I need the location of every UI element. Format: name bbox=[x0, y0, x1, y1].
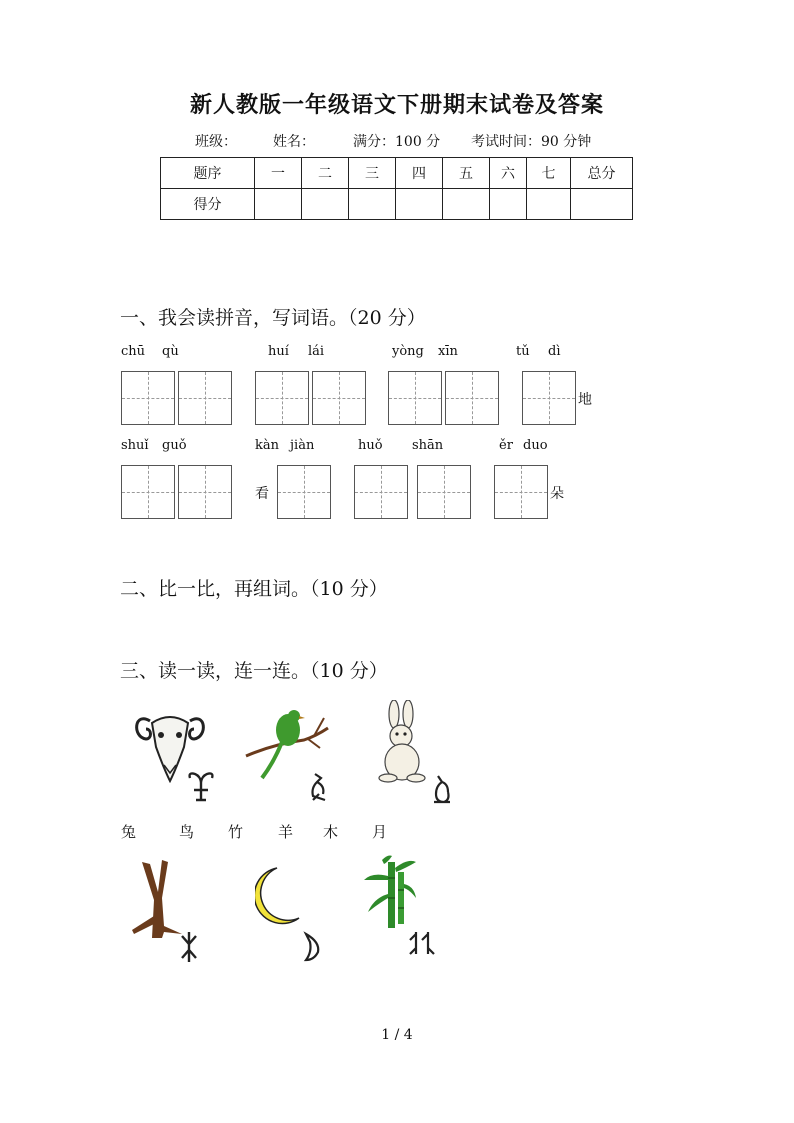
oracle-sheep-glyph bbox=[186, 770, 216, 804]
writing-grid-box[interactable] bbox=[494, 465, 548, 519]
score-input-cell[interactable] bbox=[396, 189, 443, 220]
given-character: 看 bbox=[255, 486, 269, 502]
writing-grid-box[interactable] bbox=[522, 371, 576, 425]
pinyin-label: guǒ bbox=[162, 438, 187, 453]
writing-grid-box[interactable] bbox=[121, 465, 175, 519]
score-input-cell[interactable] bbox=[571, 189, 633, 220]
moon-icon bbox=[255, 866, 303, 926]
score-table-header-row bbox=[161, 158, 633, 189]
tree-icon bbox=[128, 856, 184, 940]
page-number: 1 / 4 bbox=[381, 1027, 413, 1043]
name-label: 姓名： bbox=[273, 134, 315, 150]
word-label: 月 bbox=[372, 823, 388, 841]
table-cell: 二 bbox=[302, 158, 349, 189]
pinyin-label: yòng bbox=[392, 344, 424, 359]
word-label: 羊 bbox=[278, 823, 294, 841]
pinyin-label: kàn bbox=[255, 438, 280, 453]
table-cell: 总分 bbox=[571, 158, 633, 189]
word-label: 竹 bbox=[228, 823, 244, 841]
word-label: 木 bbox=[323, 823, 339, 841]
writing-grid-box[interactable] bbox=[354, 465, 408, 519]
score-input-cell[interactable] bbox=[349, 189, 396, 220]
table-cell: 六 bbox=[490, 158, 527, 189]
section3-heading: 三、读一读，连一连。（10 分） bbox=[120, 660, 388, 682]
table-cell: 五 bbox=[443, 158, 490, 189]
given-character: 地 bbox=[578, 392, 592, 408]
oracle-tree-glyph bbox=[178, 930, 200, 964]
pinyin-label: dì bbox=[548, 344, 561, 359]
writing-grid-box[interactable] bbox=[277, 465, 331, 519]
writing-grid-box[interactable] bbox=[312, 371, 366, 425]
score-input-cell[interactable] bbox=[490, 189, 527, 220]
writing-grid-box[interactable] bbox=[178, 465, 232, 519]
class-label: 班级： bbox=[195, 134, 237, 150]
bamboo-icon bbox=[362, 854, 418, 930]
pinyin-label: chū bbox=[121, 344, 146, 359]
pinyin-label: jiàn bbox=[290, 438, 315, 453]
oracle-bamboo-glyph bbox=[408, 928, 438, 958]
oracle-rabbit-glyph bbox=[430, 772, 454, 806]
score-input-cell[interactable] bbox=[443, 189, 490, 220]
score-input-cell[interactable] bbox=[255, 189, 302, 220]
writing-grid-box[interactable] bbox=[255, 371, 309, 425]
rabbit-icon bbox=[372, 700, 432, 786]
oracle-moon-glyph bbox=[300, 930, 322, 964]
pinyin-label: duo bbox=[523, 438, 548, 453]
table-cell: 一 bbox=[255, 158, 302, 189]
full-score-label: 满分：100 分 bbox=[353, 134, 441, 150]
score-input-cell[interactable] bbox=[302, 189, 349, 220]
word-label: 鸟 bbox=[179, 823, 195, 841]
pinyin-label: ěr bbox=[499, 438, 513, 453]
pinyin-label: huǒ bbox=[358, 438, 383, 453]
exam-time-label: 考试时间：90 分钟 bbox=[471, 134, 592, 150]
writing-grid-box[interactable] bbox=[121, 371, 175, 425]
pinyin-label: xīn bbox=[438, 344, 458, 359]
page-title: 新人教版一年级语文下册期末试卷及答案 bbox=[189, 92, 604, 118]
table-cell: 得分 bbox=[161, 189, 255, 220]
score-input-cell[interactable] bbox=[527, 189, 571, 220]
writing-grid-box[interactable] bbox=[388, 371, 442, 425]
pinyin-label: shuǐ bbox=[121, 438, 149, 453]
given-character: 朵 bbox=[550, 486, 564, 502]
table-cell: 三 bbox=[349, 158, 396, 189]
word-label: 兔 bbox=[121, 823, 137, 841]
oracle-bird-glyph bbox=[305, 770, 331, 804]
section1-heading: 一、我会读拼音，写词语。（20 分） bbox=[120, 307, 426, 329]
pinyin-label: tǔ bbox=[516, 344, 530, 359]
pinyin-label: lái bbox=[308, 344, 325, 359]
pinyin-label: qù bbox=[162, 344, 179, 359]
score-table bbox=[160, 157, 633, 220]
writing-grid-box[interactable] bbox=[417, 465, 471, 519]
pinyin-label: huí bbox=[268, 344, 289, 359]
writing-grid-box[interactable] bbox=[445, 371, 499, 425]
writing-grid-box[interactable] bbox=[178, 371, 232, 425]
table-cell: 题序 bbox=[161, 158, 255, 189]
section2-heading: 二、比一比，再组词。（10 分） bbox=[120, 578, 388, 600]
table-cell: 四 bbox=[396, 158, 443, 189]
pinyin-label: shān bbox=[412, 438, 444, 453]
score-table-score-row bbox=[161, 189, 633, 220]
table-cell: 七 bbox=[527, 158, 571, 189]
